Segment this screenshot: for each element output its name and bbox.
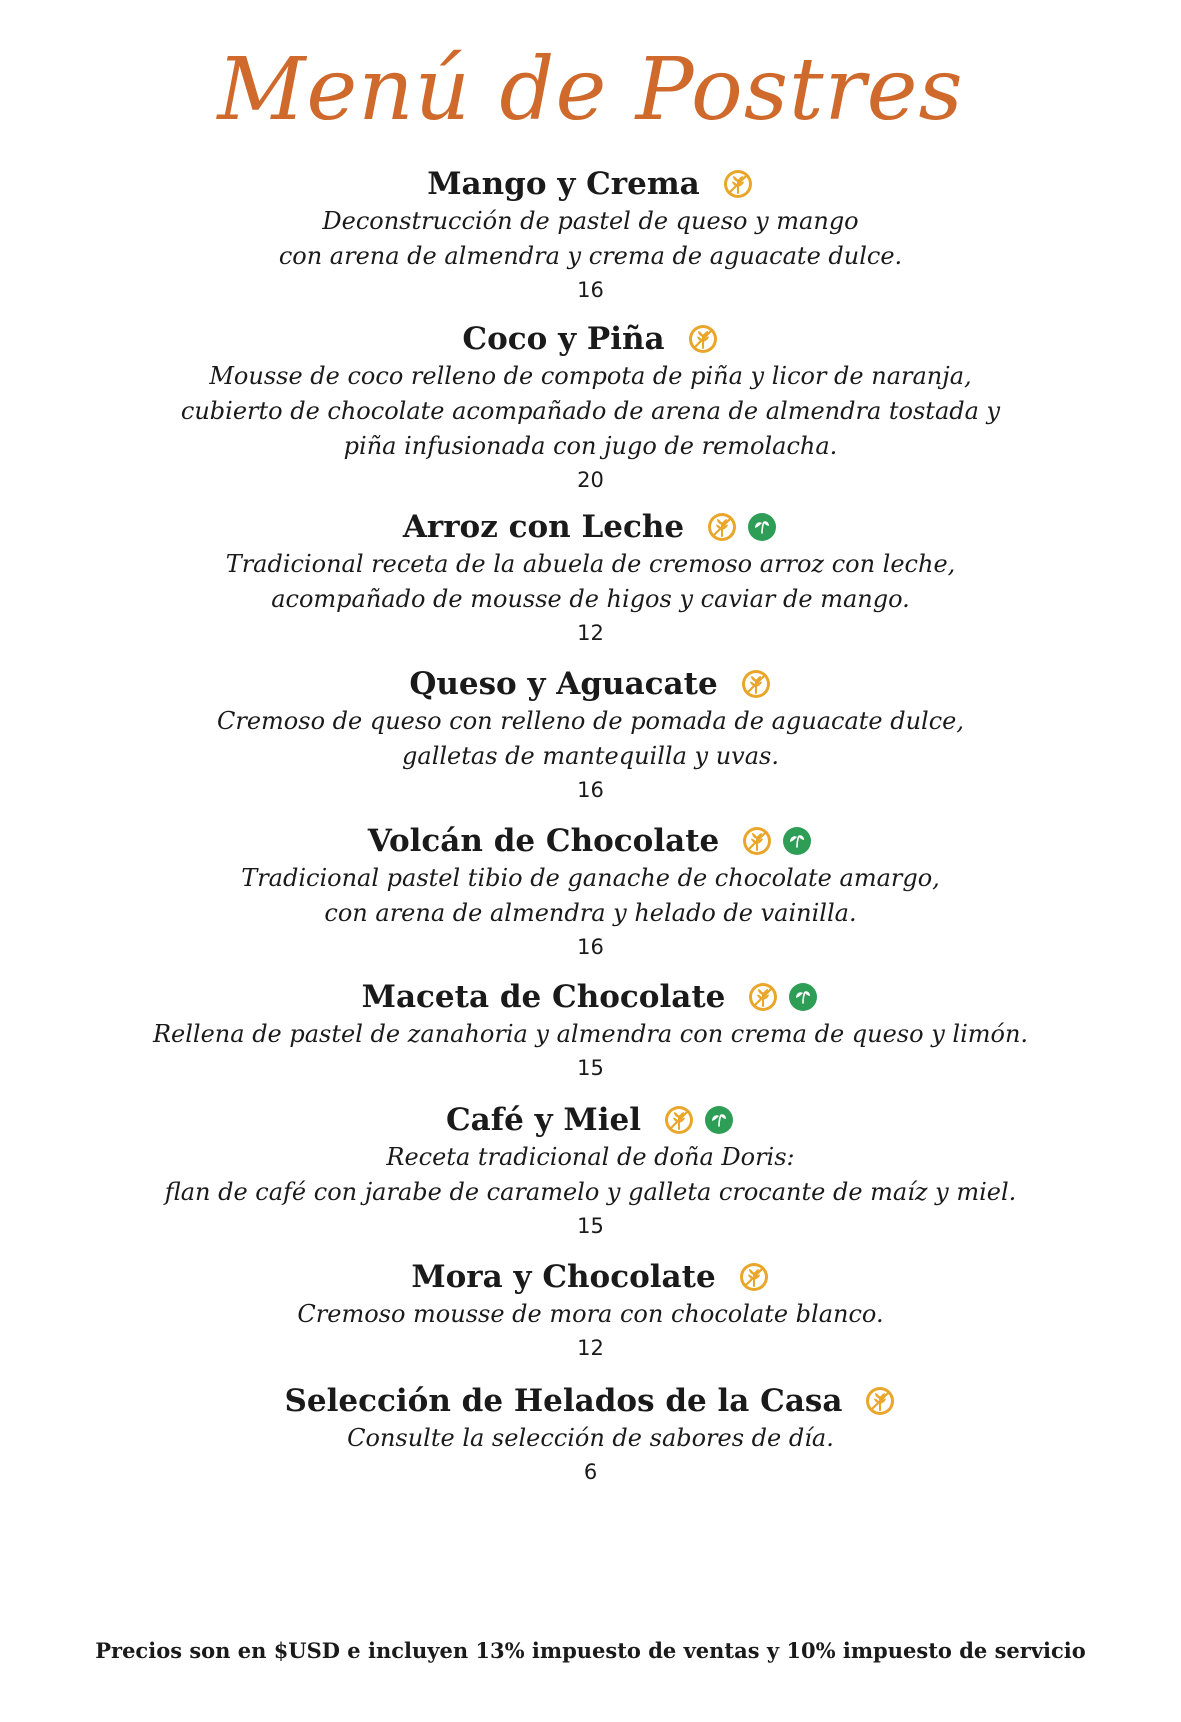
item-name: Queso y Aguacate bbox=[409, 666, 718, 702]
item-name: Maceta de Chocolate bbox=[361, 979, 726, 1015]
item-description-line: Cremoso de queso con relleno de pomada de aguacate dulce, bbox=[217, 707, 964, 735]
gluten-free-icon bbox=[663, 1104, 695, 1136]
item-icons bbox=[687, 323, 719, 355]
gluten-free-icon bbox=[722, 168, 754, 200]
item-name: Selección de Helados de la Casa bbox=[284, 1383, 843, 1419]
item-description-line: piña infusionada con jugo de remolacha. bbox=[343, 432, 838, 460]
item-description-line: Cremoso mousse de mora con chocolate blanco. bbox=[297, 1300, 884, 1328]
item-description-line: con arena de almendra y crema de aguacate dulce. bbox=[278, 242, 903, 270]
item-name: Volcán de Chocolate bbox=[367, 823, 720, 859]
item-price: 16 bbox=[577, 278, 604, 302]
menu-title: Menú de Postres bbox=[217, 40, 964, 140]
item-price: 15 bbox=[577, 1214, 604, 1238]
item-icons bbox=[741, 825, 813, 857]
gluten-free-icon bbox=[741, 825, 773, 857]
item-price: 6 bbox=[583, 1460, 598, 1484]
item-name: Arroz con Leche bbox=[402, 509, 685, 545]
item-price: 16 bbox=[577, 935, 604, 959]
item-name: Café y Miel bbox=[445, 1102, 641, 1138]
item-description-line: cubierto de chocolate acompañado de arena de almendra tostada y bbox=[180, 397, 1001, 425]
vegetarian-leaf-icon bbox=[781, 825, 813, 857]
item-icons bbox=[738, 1261, 770, 1293]
item-icons bbox=[747, 981, 819, 1013]
vegetarian-leaf-icon bbox=[703, 1104, 735, 1136]
gluten-free-icon bbox=[738, 1261, 770, 1293]
item-description-line: Deconstrucción de pastel de queso y mango bbox=[322, 207, 859, 235]
item-description-line: acompañado de mousse de higos y caviar de mango. bbox=[271, 585, 910, 613]
item-icons bbox=[663, 1104, 735, 1136]
gluten-free-icon bbox=[687, 323, 719, 355]
item-name: Mora y Chocolate bbox=[411, 1259, 716, 1295]
item-description-line: flan de café con jarabe de caramelo y galleta crocante de maíz y miel. bbox=[164, 1178, 1017, 1206]
item-icons bbox=[722, 168, 754, 200]
price-disclaimer: Precios son en $USD e incluyen 13% impuesto de ventas y 10% impuesto de servicio bbox=[95, 1638, 1086, 1663]
item-description-line: Tradicional pastel tibio de ganache de chocolate amargo, bbox=[241, 864, 940, 892]
item-description-line: Receta tradicional de doña Doris: bbox=[386, 1143, 795, 1171]
item-description-line: galletas de mantequilla y uvas. bbox=[402, 742, 779, 770]
item-description-line: Mousse de coco relleno de compota de piña y licor de naranja, bbox=[209, 362, 972, 390]
item-name: Mango y Crema bbox=[427, 166, 700, 202]
item-price: 15 bbox=[577, 1056, 604, 1080]
item-description-line: Consulte la selección de sabores de día. bbox=[347, 1424, 834, 1452]
vegetarian-leaf-icon bbox=[746, 511, 778, 543]
gluten-free-icon bbox=[740, 668, 772, 700]
item-icons bbox=[706, 511, 778, 543]
item-description-line: Tradicional receta de la abuela de cremoso arroz con leche, bbox=[225, 550, 956, 578]
item-price: 12 bbox=[577, 621, 604, 645]
item-name: Coco y Piña bbox=[462, 321, 665, 357]
gluten-free-icon bbox=[706, 511, 738, 543]
item-price: 16 bbox=[577, 778, 604, 802]
vegetarian-leaf-icon bbox=[787, 981, 819, 1013]
item-icons bbox=[864, 1385, 896, 1417]
item-price: 20 bbox=[577, 468, 604, 492]
gluten-free-icon bbox=[747, 981, 779, 1013]
item-description-line: con arena de almendra y helado de vainilla. bbox=[324, 899, 857, 927]
item-price: 12 bbox=[577, 1336, 604, 1360]
gluten-free-icon bbox=[864, 1385, 896, 1417]
item-description-line: Rellena de pastel de zanahoria y almendra con crema de queso y limón. bbox=[152, 1020, 1029, 1048]
item-icons bbox=[740, 668, 772, 700]
